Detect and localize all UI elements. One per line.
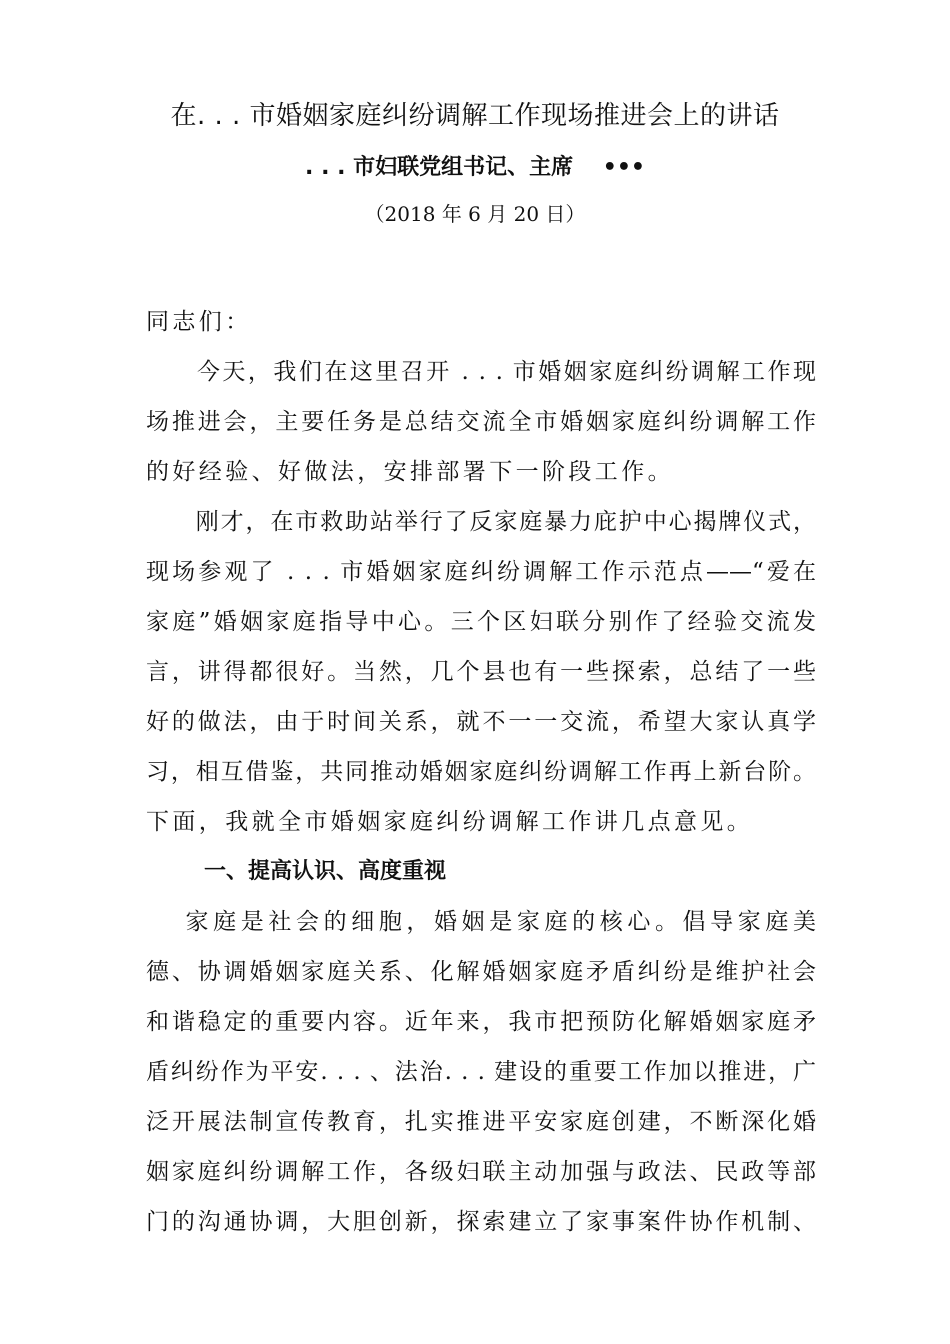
text-line: 今天，我们在这里召开 . . . 市婚姻家庭纠纷调解工作现 (146, 359, 816, 385)
text-line: 德、协调婚姻家庭关系、化解婚姻家庭矛盾纠纷是维护社会 (146, 959, 816, 985)
text-line: 盾纠纷作为平安. . . 、法治. . . 建设的重要工作加以推进，广 (146, 1059, 816, 1085)
text-line: 言，讲得都很好。当然，几个县也有一些探索，总结了一些 (146, 659, 816, 685)
text-line: 家庭是社会的细胞，婚姻是家庭的核心。倡导家庭美 (146, 909, 816, 935)
speech-body (146, 297, 816, 1247)
salutation: 同志们： (146, 309, 252, 335)
text-line: 下面，我就全市婚姻家庭纠纷调解工作讲几点意见。 (146, 809, 754, 835)
text-line: 门的沟通协调，大胆创新，探索建立了家事案件协作机制、 (146, 1209, 816, 1235)
text-line: 场推进会，主要任务是总结交流全市婚姻家庭纠纷调解工作 (146, 409, 816, 435)
speaker-line: . . . 市妇联党组书记、主席 ••• (305, 155, 645, 180)
text-line: 的好经验、好做法，安排部署下一阶段工作。 (146, 459, 674, 485)
text-line: 刚才，在市救助站举行了反家庭暴力庇护中心揭牌仪式， (146, 509, 816, 535)
document-title: 在. . . 市婚姻家庭纠纷调解工作现场推进会上的讲话 (170, 101, 780, 131)
text-line: 家庭”婚姻家庭指导中心。三个区妇联分别作了经验交流发 (146, 609, 816, 635)
text-line: 好的做法，由于时间关系，就不一一交流，希望大家认真学 (146, 709, 816, 735)
text-line: 姻家庭纠纷调解工作，各级妇联主动加强与政法、民政等部 (146, 1159, 816, 1185)
speech-date: （2018 年 6 月 20 日） (364, 202, 586, 226)
text-line: 现场参观了 . . . 市婚姻家庭纠纷调解工作示范点——“爱在 (146, 559, 816, 585)
text-line: 习，相互借鉴，共同推动婚姻家庭纠纷调解工作再上新台阶。 (146, 759, 816, 785)
text-line: 和谐稳定的重要内容。近年来，我市把预防化解婚姻家庭矛 (146, 1009, 816, 1035)
text-line: 泛开展法制宣传教育，扎实推进平安家庭创建，不断深化婚 (146, 1109, 816, 1135)
section-heading: 一、提高认识、高度重视 (204, 859, 447, 884)
